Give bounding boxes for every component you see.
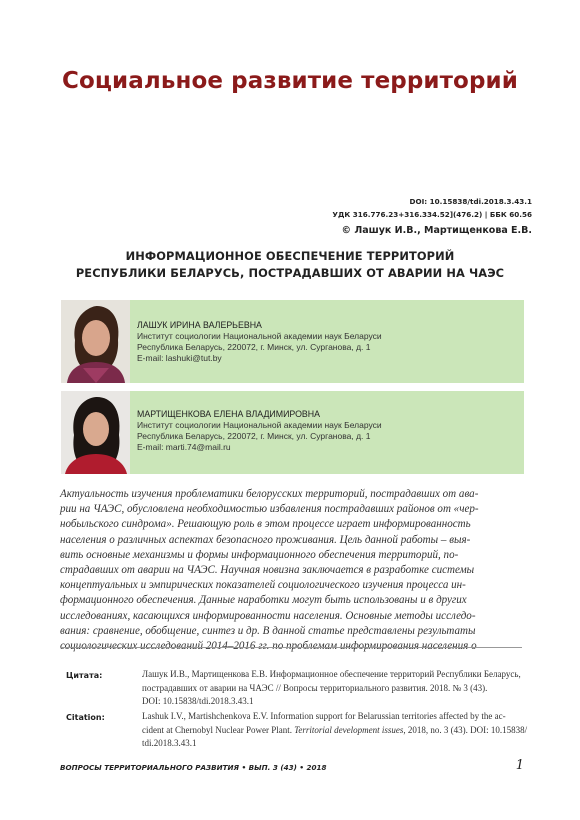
citation-line (142, 724, 528, 738)
article-title-line: ИНФОРМАЦИОННОЕ ОБЕСПЕЧЕНИЕ ТЕРРИТОРИЙ (125, 249, 455, 263)
citation-en (142, 710, 528, 751)
author-photo (61, 300, 130, 383)
citation-line: DOI: 10.15838/tdi.2018.3.43.1 (142, 696, 254, 707)
author-affiliation: Институт социологии Национальной академии наук Беларуси (137, 331, 382, 341)
abstract-line: страдавших от аварии на ЧАЭС. Научная новизна заключается в разработке системы (60, 564, 475, 577)
citation-line: Лашук И.В., Мартищенкова Е.В. Информационное обеспечение территорий Республики Беларусь, (142, 669, 521, 679)
article-title (60, 248, 520, 282)
author-address: Республика Беларусь, 220072, г. Минск, ул. Сурганова, д. 1 (137, 431, 371, 441)
author-address: Республика Беларусь, 220072, г. Минск, ул. Сурганова, д. 1 (137, 342, 371, 352)
journal-name: Territorial development issues (294, 724, 404, 735)
citation-line: пострадавших от аварии на ЧАЭС // Вопросы территориального развития. 2018. № 3 (43). (142, 682, 488, 693)
abstract-line: вить основные механизмы и формы информационного обеспечения территорий, по- (60, 548, 459, 561)
author-info (137, 409, 382, 453)
author-info (137, 320, 382, 364)
author-name: ЛАШУК ИРИНА ВАЛЕРЬЕВНА (137, 320, 262, 330)
divider (60, 647, 522, 648)
article-title-line: РЕСПУБЛИКИ БЕЛАРУСЬ, ПОСТРАДАВШИХ ОТ АВАРИИ НА ЧАЭС (75, 266, 505, 280)
abstract-line: исследованиях, касающихся информированности населения. Основные методы исследо- (60, 609, 476, 622)
citation-text: , 2018, no. 3 (43). DOI: 10.15838/ (403, 724, 528, 735)
udk: УДК 316.776.23+316.334.52](476.2) | ББК 60.56 (332, 210, 532, 219)
author-email[interactable]: E-mail: marti.74@mail.ru (137, 442, 231, 452)
abstract-line: рии на ЧАЭС, обусловлена необходимостью избавления пострадавших районов от «чер- (60, 503, 479, 516)
author-affiliation: Институт социологии Национальной академии наук Беларуси (137, 420, 382, 430)
citation-label-en: Citation: (66, 713, 105, 722)
abstract-line: населения о различных аспектах безопасного проживания. Цель данной работы – выя- (60, 533, 471, 546)
doi: DOI: 10.15838/tdi.2018.3.43.1 (409, 197, 532, 206)
citation-text: cident at Chernobyl Nuclear Power Plant. (142, 724, 295, 735)
citation-line: Lashuk I.V., Martishchenkova E.V. Information support for Belarussian territories affected by the ac- (142, 711, 506, 721)
citation-label-ru: Цитата: (66, 671, 103, 680)
section-title: Социальное развитие территорий (62, 68, 518, 94)
citation-line: tdi.2018.3.43.1 (142, 738, 197, 749)
page-number: 1 (515, 758, 524, 773)
abstract (60, 487, 522, 654)
copyright: © Лашук И.В., Мартищенкова Е.В. (341, 225, 532, 236)
citation-ru (142, 668, 520, 709)
author-email[interactable]: E-mail: lashuki@tut.by (137, 353, 222, 363)
abstract-line: концептуальных и эмпирических показателей социологического изучения процесса ин- (60, 579, 466, 592)
abstract-line: Актуальность изучения проблематики белорусских территорий, пострадавших от ава- (60, 488, 479, 500)
footer-journal: ВОПРОСЫ ТЕРРИТОРИАЛЬНОГО РАЗВИТИЯ • ВЫП. 3 (43) • 2018 (60, 763, 327, 772)
abstract-line: нобыльского синдрома». Решающую роль в этом процессе играет информированность (60, 518, 471, 531)
abstract-line: формационного обеспечения. Данные наработки могут быть использованы и в других (60, 594, 467, 607)
author-name: МАРТИЩЕНКОВА ЕЛЕНА ВЛАДИМИРОВНА (137, 409, 320, 419)
abstract-line: вания: сравнение, обобщение, синтез и др. В данной статье представлены результаты (60, 624, 476, 637)
author-photo (61, 391, 130, 474)
